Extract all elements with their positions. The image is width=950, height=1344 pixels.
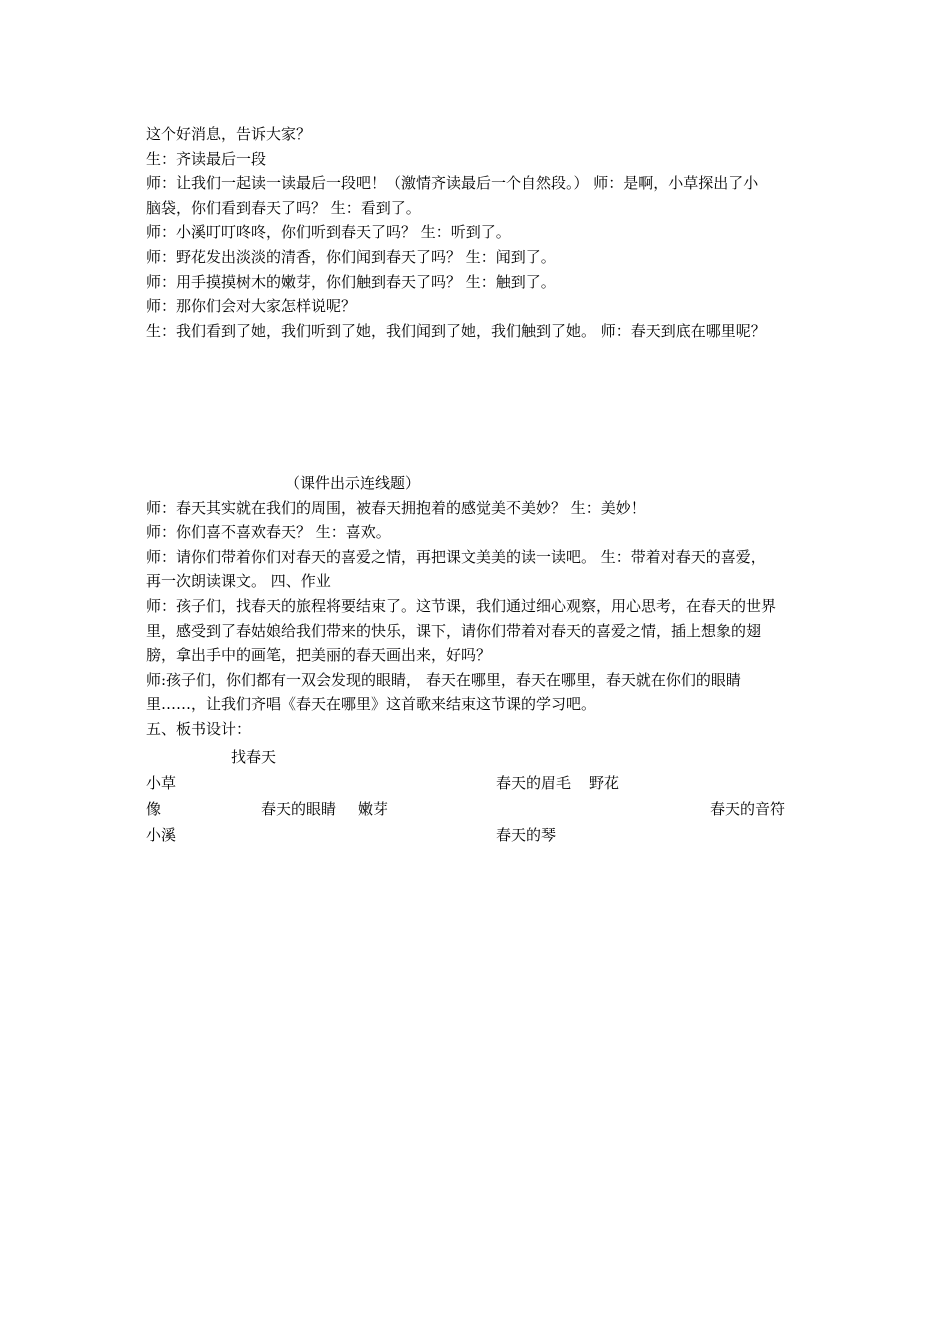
board-item-grass: 小草	[146, 774, 177, 792]
text-line: 生：我们看到了她，我们听到了她，我们闻到了她，我们触到了她。 师：春天到底在哪里呢？	[146, 321, 766, 340]
dialogue-section-2	[146, 471, 826, 742]
text-line: 师：小溪叮叮咚咚，你们听到春天了吗？ 生：听到了。	[146, 223, 511, 242]
board-item-sprout: 嫩芽	[358, 800, 389, 818]
text-line: 师：请你们带着你们对春天的喜爱之情，再把课文美美的读一读吧。 生：带着对春天的喜爱，	[146, 547, 766, 566]
blackboard-design	[146, 745, 826, 855]
board-item-eyes: 春天的眼睛	[261, 800, 337, 818]
board-item-note: 春天的音符	[710, 800, 786, 818]
board-title: 找春天	[231, 748, 277, 766]
section-heading: 五、板书设计：	[146, 719, 252, 738]
board-item-like: 像	[146, 800, 162, 818]
text-line: 师：春天其实就在我们的周围，被春天拥抱着的感觉美不美妙？ 生：美妙！	[146, 498, 646, 517]
text-line: 里，感受到了春姑娘给我们带来的快乐，课下，请你们带着对春天的喜爱之情，插上想象的翅	[146, 621, 762, 640]
text-line: 师：野花发出淡淡的清香，你们闻到春天了吗？ 生：闻到了。	[146, 247, 556, 266]
text-line: 师：那你们会对大家怎样说呢？	[146, 297, 357, 316]
text-line: 师:孩子们，你们都有一双会发现的眼睛， 春天在哪里，春天在哪里，春天就在你们的眼睛	[146, 670, 741, 689]
text-line: 这个好消息，告诉大家？	[146, 125, 312, 143]
courseware-caption: （课件出示连线题）	[285, 474, 421, 492]
text-line: 里……，让我们齐唱《春天在哪里》这首歌来结束这节课的学习吧。	[146, 695, 597, 714]
board-item-stream: 小溪	[146, 826, 177, 844]
text-line: 生：齐读最后一段	[146, 149, 267, 168]
text-line: 师：孩子们，找春天的旅程将要结束了。这节课，我们通过细心观察，用心思考，在春天的世界	[146, 596, 777, 615]
text-line: 师：让我们一起读一读最后一段吧！（激情齐读最后一个自然段。） 师：是啊，小草探出了小	[146, 174, 759, 193]
text-line: 膀，拿出手中的画笔，把美丽的春天画出来，好吗？	[146, 646, 492, 665]
text-line: 师：你们喜不喜欢春天？ 生：喜欢。	[146, 523, 391, 542]
text-line: 脑袋，你们看到春天了吗？ 生：看到了。	[146, 198, 421, 217]
text-line: 师：用手摸摸树木的嫩芽，你们触到春天了吗？ 生：触到了。	[146, 272, 556, 291]
dialogue-section-1	[146, 122, 826, 343]
board-item-flower: 野花	[589, 774, 620, 792]
text-line: 再一次朗读课文。 四、作业	[146, 572, 331, 591]
board-item-eyebrow: 春天的眉毛	[496, 774, 572, 792]
board-item-harp: 春天的琴	[496, 826, 557, 844]
